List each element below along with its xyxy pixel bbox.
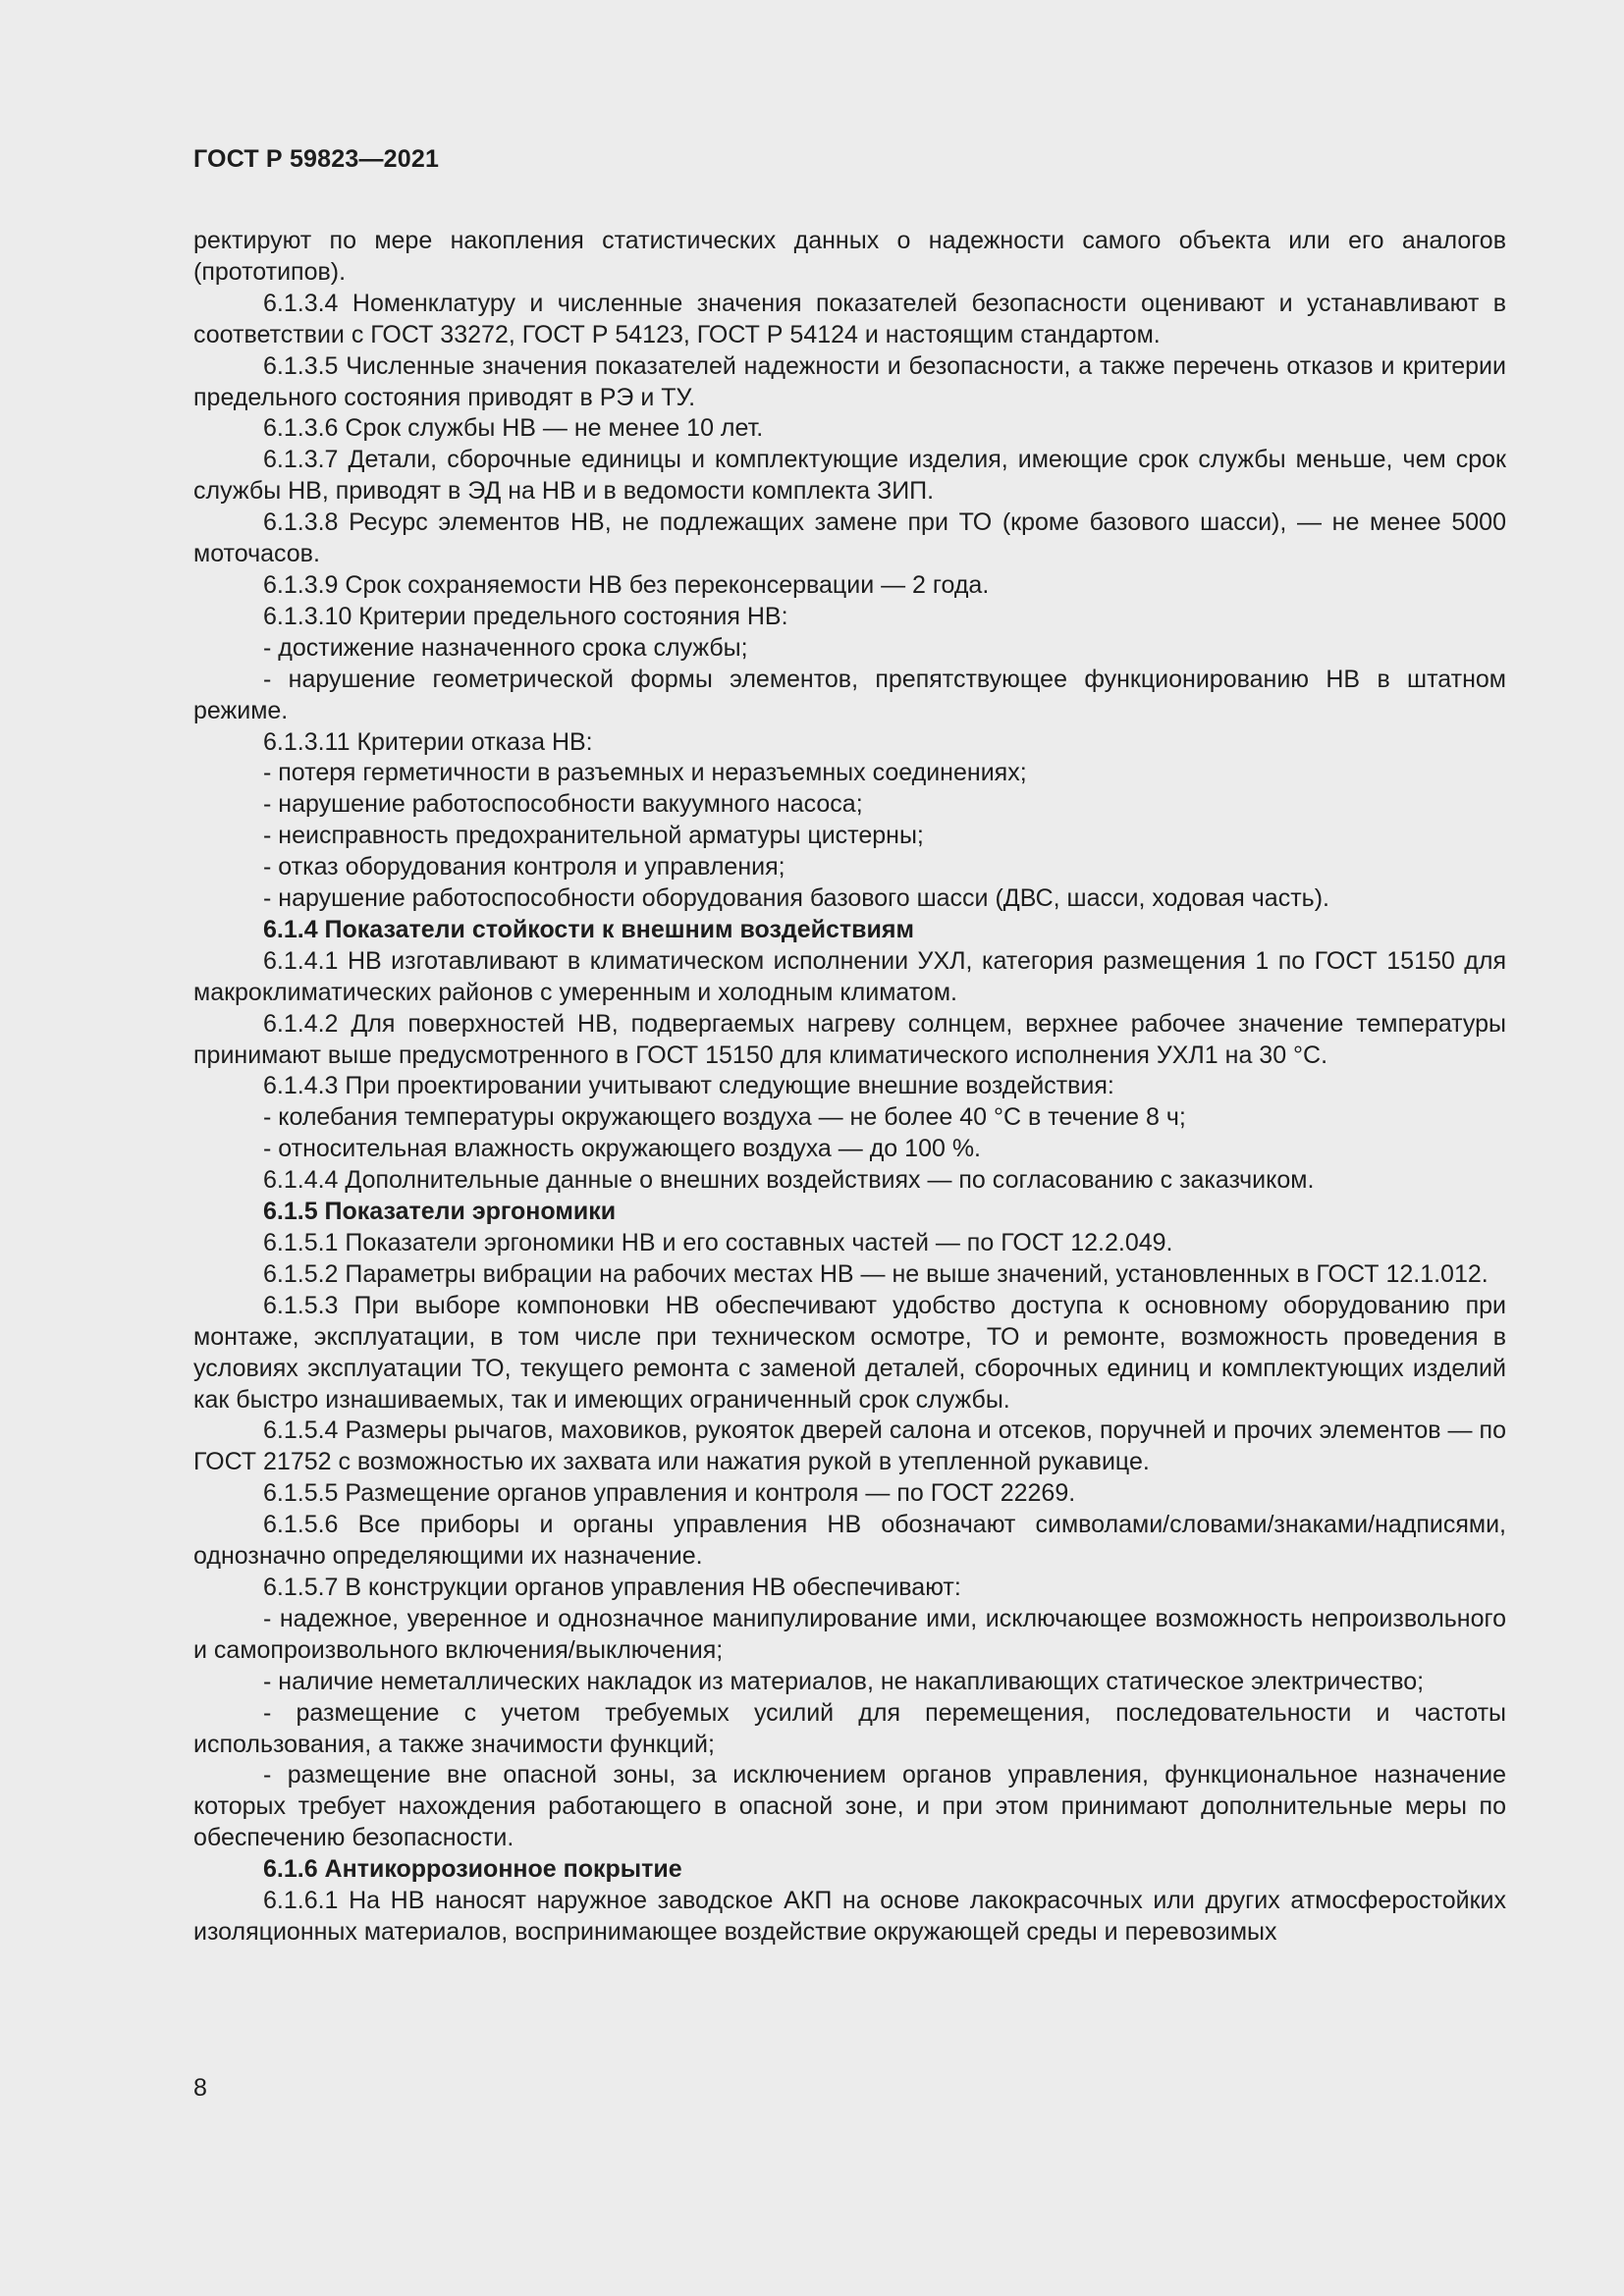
paragraph: 6.1.3.10 Критерии предельного состояния НВ: xyxy=(263,602,788,630)
paragraph: 6.1.3.8 Ресурс элементов НВ, не подлежащих замене при ТО (кроме базового шасси), — не менее 5000 моточасов. xyxy=(193,508,1506,568)
paragraph: - достижение назначенного срока службы; xyxy=(263,633,748,662)
paragraph: - относительная влажность окружающего воздуха — до 100 %. xyxy=(263,1135,981,1163)
section-heading: 6.1.6 Антикоррозионное покрытие xyxy=(263,1855,682,1884)
paragraph: - надежное, уверенное и однозначное манипулирование ими, исключающее возможность непроизвольного и самопроизвольного включения/выключения; xyxy=(193,1604,1506,1664)
paragraph: 6.1.5.3 При выборе компоновки НВ обеспечивают удобство доступа к основному оборудованию при монтаже, эксплуатации, в том числе при техническом осмотре, ТО и ремонте, возможность проведения в условиях эксплуатации ТО, текущего ремонта с заменой деталей, сборочных единиц и комплектующих изделий как быстро изнашиваемых, так и имеющих ограниченный срок службы. xyxy=(193,1291,1506,1414)
paragraph: 6.1.3.6 Срок службы НВ — не менее 10 лет. xyxy=(263,414,764,443)
paragraph: - нарушение работоспособности вакуумного насоса; xyxy=(263,790,863,819)
paragraph: 6.1.4.3 При проектировании учитывают следующие внешние воздействия: xyxy=(263,1072,1114,1100)
paragraph: 6.1.4.1 НВ изготавливают в климатическом исполнении УХЛ, категория размещения 1 по ГОСТ 15150 для макроклиматических районов с умеренным и холодным климатом. xyxy=(193,946,1506,1006)
paragraph: 6.1.3.9 Срок сохраняемости НВ без переконсервации — 2 года. xyxy=(263,570,990,599)
paragraph: - неисправность предохранительной арматуры цистерны; xyxy=(263,822,924,850)
paragraph: - нарушение геометрической формы элементов, препятствующее функционированию НВ в штатном режиме. xyxy=(193,665,1506,724)
paragraph: 6.1.4.4 Дополнительные данные о внешних воздействиях — по согласованию с заказчиком. xyxy=(263,1166,1315,1195)
paragraph: 6.1.5.6 Все приборы и органы управления НВ обозначают символами/словами/знаками/надписями, однозначно определяющими их назначение. xyxy=(193,1511,1506,1571)
paragraph: 6.1.3.11 Критерии отказа НВ: xyxy=(263,727,593,756)
running-header: ГОСТ Р 59823—2021 xyxy=(193,145,440,173)
paragraph: 6.1.4.2 Для поверхностей НВ, подвергаемых нагреву солнцем, верхнее рабочее значение температуры принимают выше предусмотренного в ГОСТ 15150 для климатического исполнения УХЛ1 на 30 °С. xyxy=(193,1009,1506,1069)
page-number: 8 xyxy=(193,2074,207,2102)
paragraph: ректируют по мере накопления статистических данных о надежности самого объекта или его аналогов (прототипов). xyxy=(193,227,1506,286)
paragraph: 6.1.5.7 В конструкции органов управления НВ обеспечивают: xyxy=(263,1573,961,1601)
paragraph: 6.1.3.4 Номенклатуру и численные значения показателей безопасности оценивают и устанавливают в соответствии с ГОСТ 33272, ГОСТ Р 54123, ГОСТ Р 54124 и настоящим стандартом. xyxy=(193,289,1506,348)
paragraph: - размещение с учетом требуемых усилий для перемещения, последовательности и частоты использования, а также значимости функций; xyxy=(193,1698,1506,1758)
paragraph: - колебания температуры окружающего воздуха — не более 40 °С в течение 8 ч; xyxy=(263,1103,1186,1132)
paragraph: - размещение вне опасной зоны, за исключением органов управления, функциональное назначение которых требует нахождения работающего в опасной зоне, и при этом принимают дополнительные меры по обеспечению безопасности. xyxy=(193,1761,1506,1852)
paragraph: 6.1.6.1 На НВ наносят наружное заводское АКП на основе лакокрасочных или других атмосферостойких изоляционных материалов, воспринимающее воздействие окружающей среды и перевозимых xyxy=(193,1887,1506,1946)
paragraph: 6.1.5.2 Параметры вибрации на рабочих местах НВ — не выше значений, установленных в ГОСТ 12.1.012. xyxy=(263,1259,1489,1288)
paragraph: - нарушение работоспособности оборудования базового шасси (ДВС, шасси, ходовая часть). xyxy=(263,884,1329,913)
paragraph: - потеря герметичности в разъемных и неразъемных соединениях; xyxy=(263,759,1027,787)
paragraph: 6.1.5.4 Размеры рычагов, маховиков, рукояток дверей салона и отсеков, поручней и прочих элементов — по ГОСТ 21752 с возможностью их захвата или нажатия рукой в утепленной рукавице. xyxy=(193,1416,1506,1476)
paragraph: 6.1.5.5 Размещение органов управления и контроля — по ГОСТ 22269. xyxy=(263,1479,1076,1508)
body-text xyxy=(193,226,1506,1949)
paragraph: 6.1.5.1 Показатели эргономики НВ и его составных частей — по ГОСТ 12.2.049. xyxy=(263,1229,1173,1256)
paragraph: - отказ оборудования контроля и управления; xyxy=(263,853,785,881)
paragraph: 6.1.3.5 Численные значения показателей надежности и безопасности, а также перечень отказов и критерии предельного состояния приводят в РЭ и ТУ. xyxy=(193,351,1506,411)
paragraph: 6.1.3.7 Детали, сборочные единицы и комплектующие изделия, имеющие срок службы меньше, чем срок службы НВ, приводят в ЭД на НВ и в ведомости комплекта ЗИП. xyxy=(193,446,1506,506)
paragraph: - наличие неметаллических накладок из материалов, не накапливающих статическое электричество; xyxy=(263,1667,1425,1695)
section-heading: 6.1.4 Показатели стойкости к внешним воздействиям xyxy=(263,915,914,943)
section-heading: 6.1.5 Показатели эргономики xyxy=(263,1198,617,1226)
